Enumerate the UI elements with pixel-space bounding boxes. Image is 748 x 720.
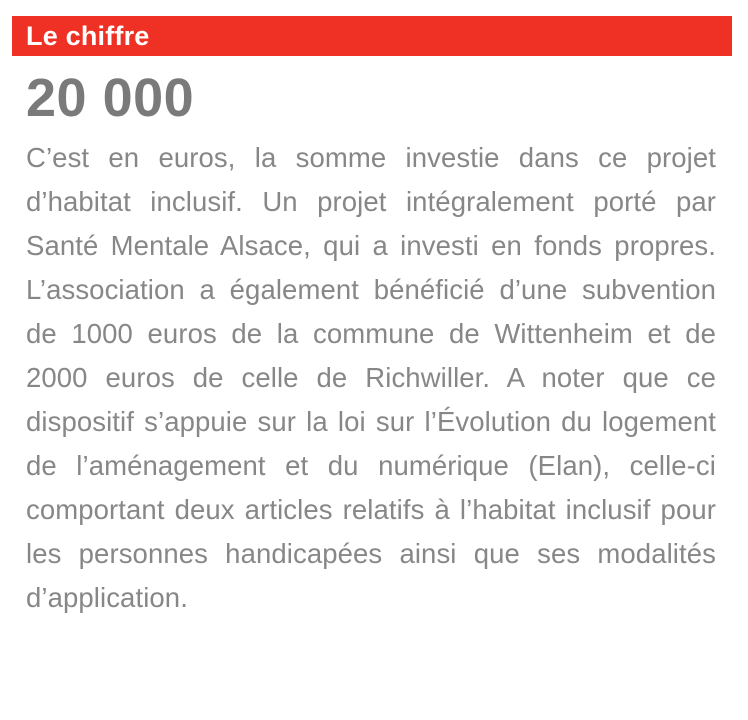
header-title: Le chiffre bbox=[26, 20, 150, 51]
info-box bbox=[12, 16, 732, 716]
key-figure: 20 000 bbox=[26, 68, 195, 128]
header-bar bbox=[12, 16, 732, 56]
body-paragraph: C’est en euros, la somme investie dans ce projet d’habitat inclusif. Un projet intégralement porté par Santé Mentale Alsace, qui a investi en fonds propres. L’association a également bénéficié d’une subvention de 1000 euros de la commune de Wittenheim et de 2000 euros de celle de Richwiller. A noter que ce dispositif s’appuie sur la loi sur l’Évolution du logement de l’aménagement et du numérique (Elan), celle-ci comportant deux articles relatifs à l’habitat inclusif pour les personnes handicapées ainsi que ses modalités d’application. bbox=[26, 142, 716, 613]
